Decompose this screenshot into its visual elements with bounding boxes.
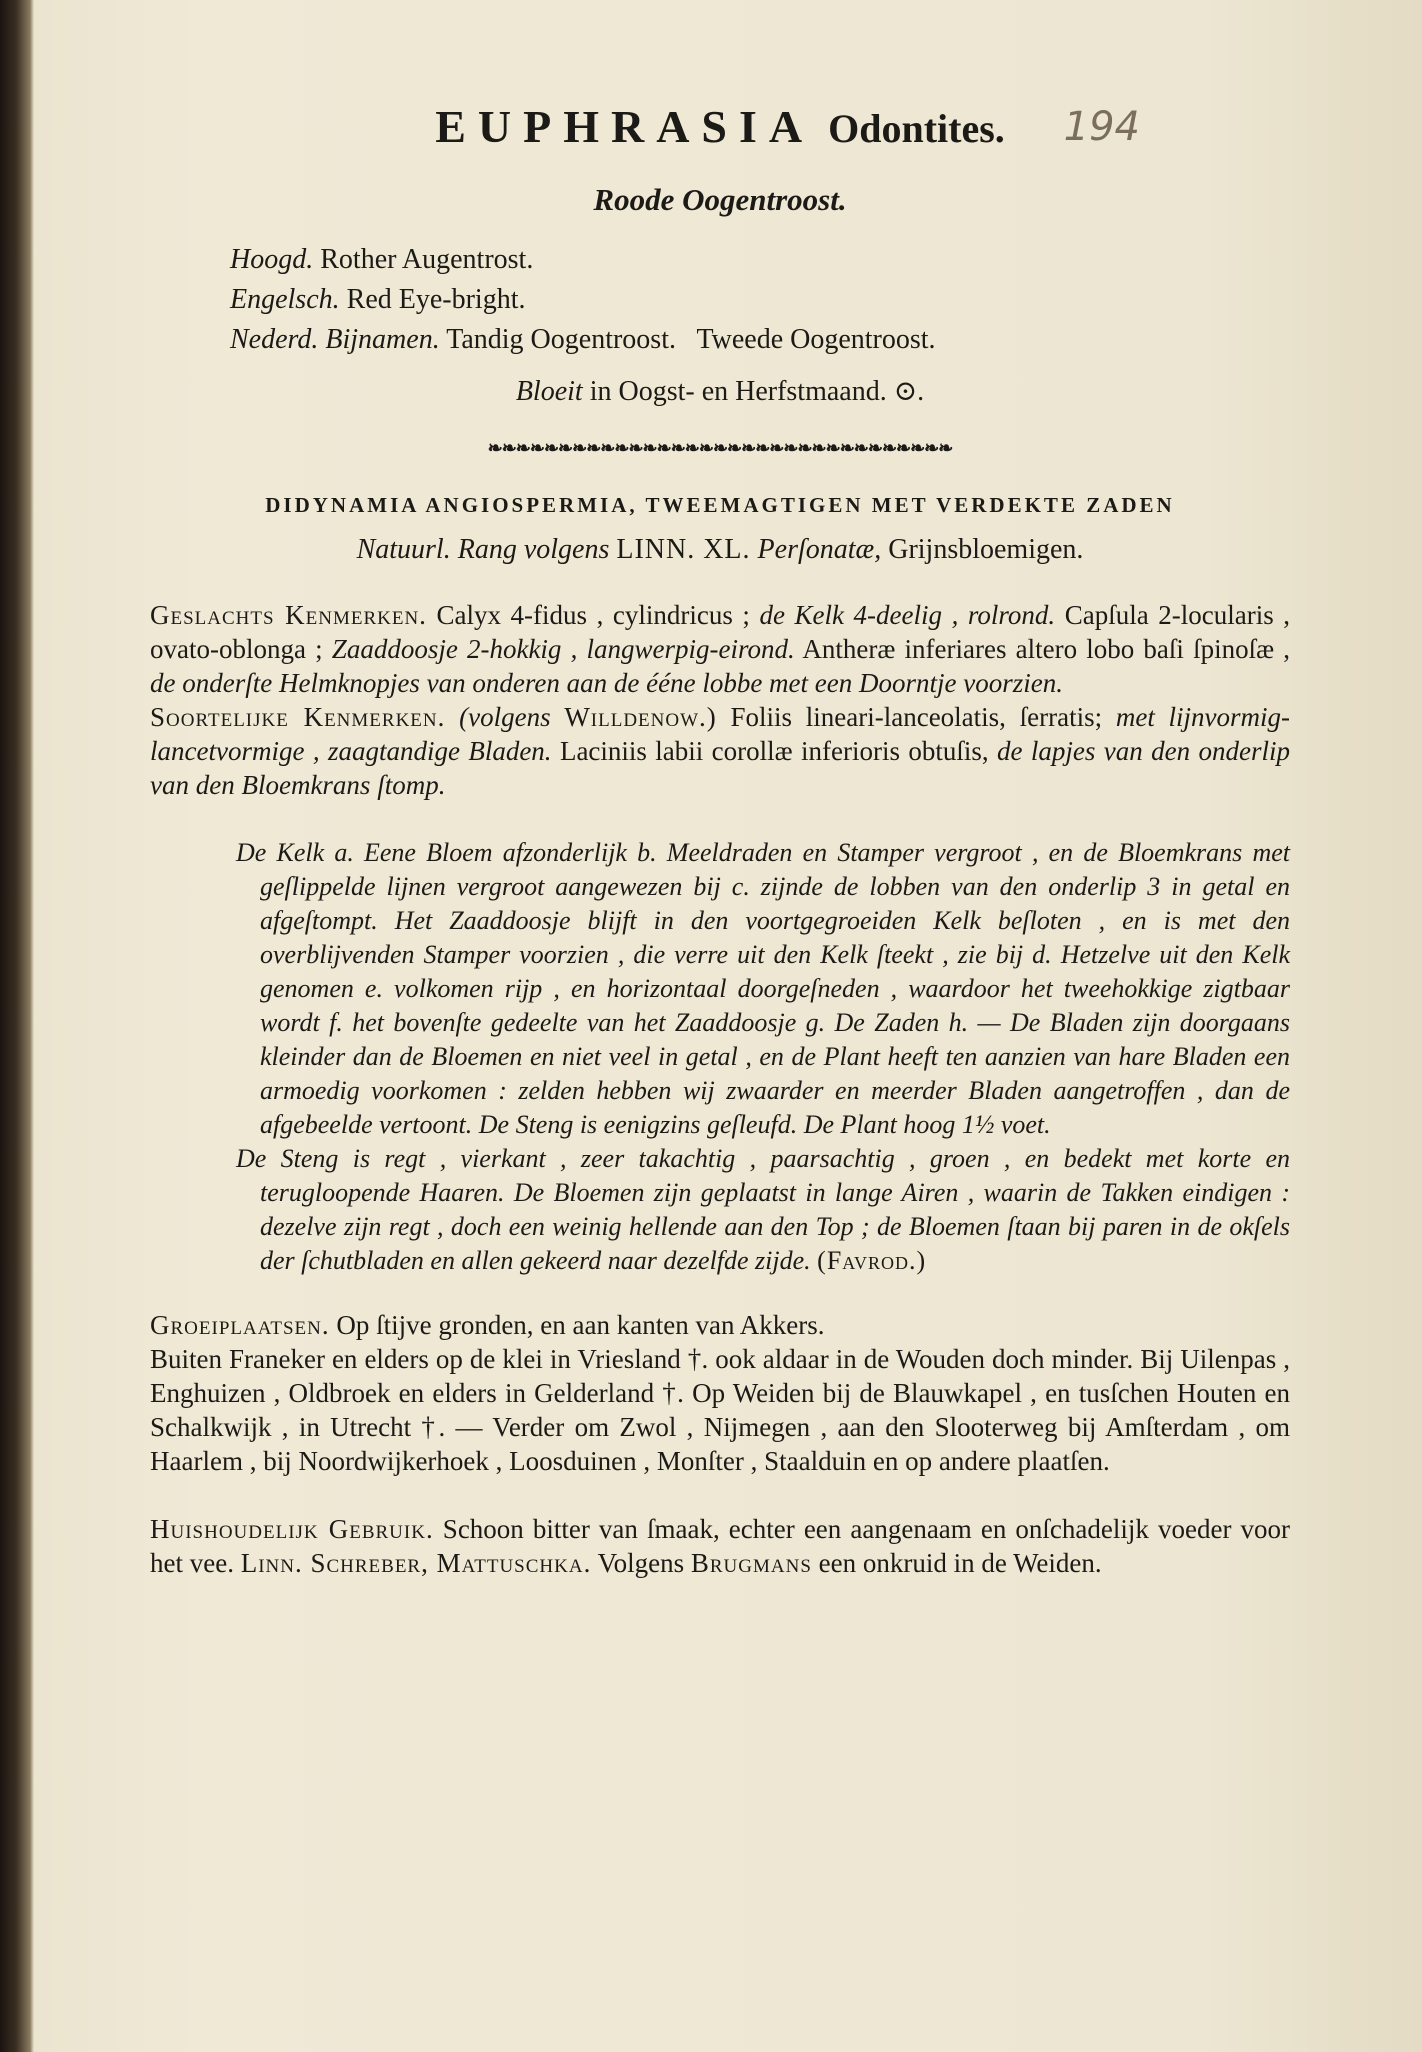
latin-text: Antheræ inferiares altero lobo baſi ſpinoſæ ,	[802, 634, 1290, 664]
dutch-text: de lapjes van den onderlip van den Bloemkrans ſtomp.	[150, 736, 1291, 800]
name-label: Nederd. Bijnamen.	[230, 324, 440, 355]
page-subtitle: Roode Oogentroost.	[593, 182, 847, 217]
latin-text: Calyx 4-fidus , cylindricus ;	[436, 600, 750, 630]
name-row	[230, 320, 1290, 360]
rang-rest: Grijnsbloemigen.	[888, 534, 1084, 565]
latin-text: Capſula 2-locularis , ovato-oblonga ;	[150, 600, 1291, 664]
habitat-section	[150, 1308, 1290, 1478]
natural-rank-line	[150, 534, 1290, 566]
rang-linn: LINN. XL.	[616, 534, 751, 565]
section-heading: Huishoudelijk Gebruik.	[150, 1514, 434, 1544]
dutch-text: de Kelk 4-deelig , rolrond.	[759, 600, 1056, 630]
author-names: Linn. Schreber, Mattuschka.	[240, 1548, 592, 1578]
dutch-text: met lijnvormig-lancetvormige , zaagtandige Bladen.	[150, 702, 1291, 766]
name-value: Tandig Oogentroost. Tweede Oogentroost.	[446, 324, 936, 355]
name-label: Engelsch.	[230, 284, 340, 315]
dutch-text: de onderſte Helmknopjes van onderen aan de ééne lobbe met een Doorntje voorzien.	[150, 668, 1063, 698]
name-row	[230, 280, 1290, 320]
bloom-text: in Oogst- en Herfstmaand. ⊙.	[589, 376, 925, 407]
plate-description	[236, 836, 1290, 1278]
description-text: De Steng is regt , vierkant , zeer takachtig , paarsachtig , groen , en bedekt met korte en terugloopende Haaren. De Bloemen zijn geplaatst in lange Airen , waarin de Takken eindigen : dezelve zijn regt , doch een weinig hellende aan den Top ; de Bloemen ſtaan bij paren in de okſels der ſchutbladen en allen gekeerd naar dezelfde zijde.	[236, 1144, 1290, 1275]
uses-section	[150, 1512, 1290, 1580]
section-heading: Soortelijke Kenmerken.	[150, 702, 446, 732]
author-name: (Favrod.)	[817, 1246, 927, 1275]
class-heading: DIDYNAMIA ANGIOSPERMIA, TWEEMAGTIGEN MET VERDEKTE ZADEN	[265, 493, 1175, 517]
section-heading: Groeiplaatsen.	[150, 1310, 330, 1340]
book-spine-shadow	[0, 0, 34, 2052]
source-label: (volgens	[459, 702, 551, 732]
page-title	[150, 100, 1290, 170]
genus-characters	[150, 598, 1290, 700]
section-heading: Geslachts Kenmerken.	[150, 600, 427, 630]
species-characters	[150, 700, 1290, 802]
name-value: Rother Augentrost.	[320, 244, 534, 275]
ornamental-rule: ❧❧❧❧❧❧❧❧❧❧❧❧❧❧❧❧❧❧❧❧❧❧❧❧❧❧❧❧❧❧❧❧❧	[487, 438, 953, 458]
description-paragraph	[236, 1142, 1290, 1278]
bloom-label: Bloeit	[515, 376, 583, 407]
habitat-intro: Op ſtijve gronden, en aan kanten van Akkers.	[336, 1310, 825, 1340]
description-paragraph: De Kelk a. Eene Bloem afzonderlijk b. Meeldraden en Stamper vergroot , en de Bloemkrans met geſlippelde lijnen vergroot aangewezen bij c. zijnde de lobben van den onderlip 3 in getal en afgeſtompt. Het Zaaddoosje blijft in den voortgegroeiden Kelk beſloten , en is met den overblijvenden Stamper voorzien , die verre uit den Kelk ſteekt , zie bij d. Hetzelve uit den Kelk genomen e. volkomen rijp , en horizontaal doorgeſneden , waardoor het tweehokkige zigtbaar wordt f. het bovenſte gedeelte van het Zaaddoosje g. De Zaden h. — De Bladen zijn doorgaans kleinder dan de Bloemen en niet veel in getal , en de Plant heeft ten aanzien van hare Bladen een armoedig voorkomen : zelden hebben wij zwaarder en meerder Bladen aangetroffen , dan de afgebeelde vertoont. De Steng is eenigzins geſleufd. De Plant hoog 1½ voet.	[236, 838, 1290, 1139]
title-genus: EUPHRASIA	[435, 101, 815, 152]
habitat-text: Buiten Franeker en elders op de klei in Vriesland †. ook aldaar in de Wouden doch minder. Bij Uilenpas , Enghuizen , Oldbroek en elders in Gelderland †. Op Weiden bij de Blauwkapel , en tusſchen Houten en Schalkwijk , in Utrecht †. — Verder om Zwol , Nijmegen , aan den Slooterweg bij Amſterdam , om Haarlem , bij Noordwijkerhoek , Loosduinen , Monſter , Staalduin en op andere plaatſen.	[150, 1344, 1290, 1476]
uses-text: Volgens	[597, 1548, 685, 1578]
handwritten-page-number: 194	[1063, 104, 1140, 150]
vernacular-names	[230, 240, 1290, 360]
bloom-line	[150, 374, 1290, 408]
uses-text: Schoon bitter van ſmaak, echter een aangenaam en onſchadelijk voeder voor het vee.	[150, 1514, 1290, 1578]
name-label: Hoogd.	[230, 244, 314, 275]
author-name: Willdenow.)	[564, 702, 717, 732]
latin-text: Foliis lineari-lanceolatis, ſerratis;	[730, 702, 1103, 732]
author-name: Brugmans	[690, 1548, 812, 1578]
title-species: Odontites.	[828, 106, 1005, 151]
latin-text: Laciniis labii corollæ inferioris obtuſis,	[559, 736, 989, 766]
name-value: Red Eye-bright.	[346, 284, 526, 315]
rang-label: Natuurl. Rang volgens	[356, 534, 610, 565]
page-content	[150, 100, 1290, 1580]
name-row	[230, 240, 1290, 280]
rang-personatae: Perſonatæ,	[757, 534, 882, 565]
uses-text: een onkruid in de Weiden.	[818, 1548, 1102, 1578]
dutch-text: Zaaddoosje 2-hokkig , langwerpig-eirond.	[331, 634, 795, 664]
